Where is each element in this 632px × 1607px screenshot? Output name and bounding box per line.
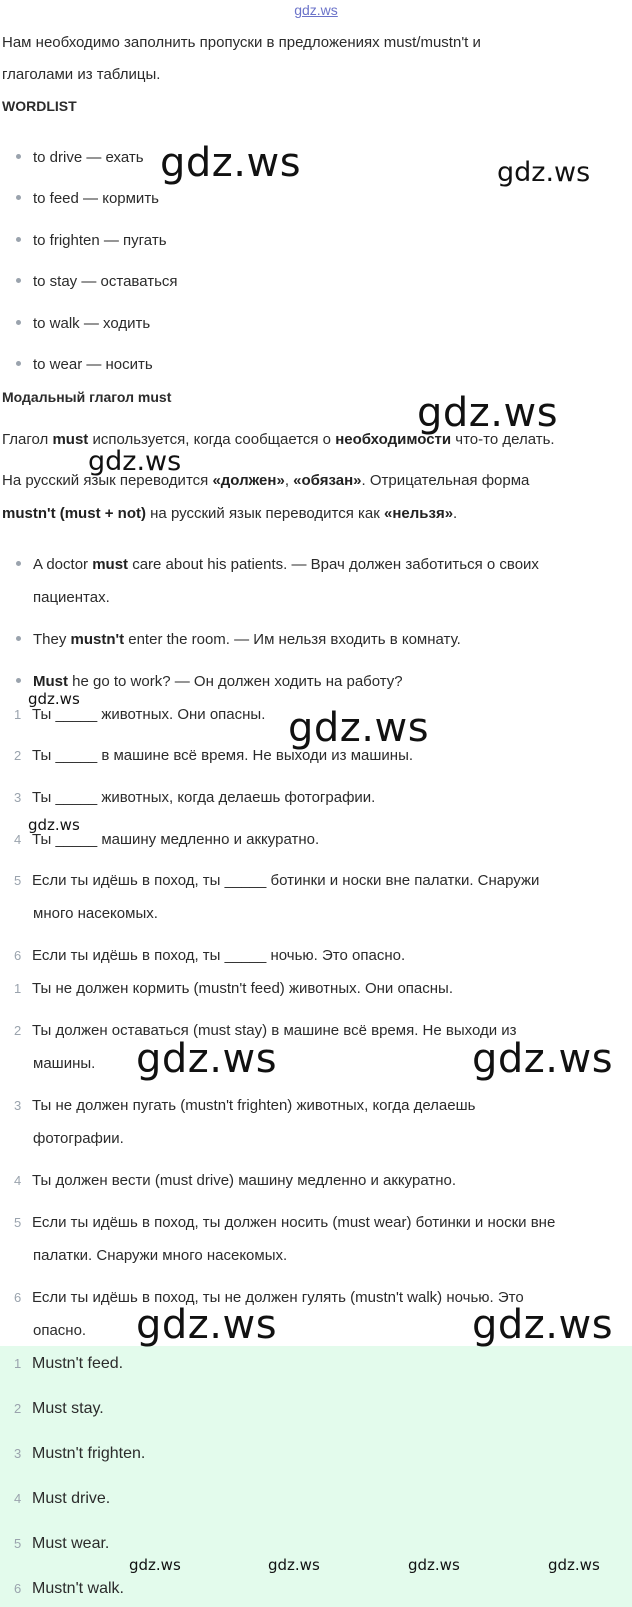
task-item: 1 Ты _____ животных. Они опасны. bbox=[14, 706, 266, 723]
wordlist-item: to drive — ехать bbox=[16, 149, 144, 166]
example-item: Must he go to work? — Он должен ходить на работу? bbox=[16, 673, 403, 690]
bullet-icon bbox=[16, 237, 21, 242]
bullet-icon bbox=[16, 561, 21, 566]
translation-item: 1 Ты не должен кормить (mustn't feed) животных. Они опасны. bbox=[14, 980, 453, 997]
wordlist-item: to feed — кормить bbox=[16, 190, 159, 207]
task-item: 4 Ты _____ машину медленно и аккуратно. bbox=[14, 831, 320, 848]
watermark: gdz.ws bbox=[129, 1556, 181, 1574]
watermark: gdz.ws bbox=[136, 1302, 278, 1348]
watermark: gdz.ws bbox=[417, 390, 559, 436]
answer-item: 6 Mustn't walk. bbox=[14, 1580, 124, 1597]
bullet-icon bbox=[16, 278, 21, 283]
task-item: 6 Если ты идёшь в поход, ты _____ ночью. Это опасно. bbox=[14, 947, 406, 964]
answer-item: 1 Mustn't feed. bbox=[14, 1355, 124, 1372]
answer-item: 2 Must stay. bbox=[14, 1400, 104, 1417]
example-item: They mustn't enter the room. — Им нельзя входить в комнату. bbox=[16, 631, 461, 648]
intro-line-2: глаголами из таблицы. bbox=[2, 66, 161, 83]
answer-item: 4 Must drive. bbox=[14, 1490, 111, 1507]
example-item-continuation: пациентах. bbox=[33, 589, 110, 606]
translation-item-continuation: фотографии. bbox=[33, 1130, 124, 1147]
watermark: gdz.ws bbox=[472, 1036, 614, 1082]
watermark: gdz.ws bbox=[160, 140, 302, 186]
bullet-icon bbox=[16, 678, 21, 683]
bullet-icon bbox=[16, 636, 21, 641]
watermark: gdz.ws bbox=[548, 1556, 600, 1574]
watermark: gdz.ws bbox=[136, 1036, 278, 1082]
translation-item: 2 Ты должен оставаться (must stay) в машине всё время. Не выходи из bbox=[14, 1022, 517, 1039]
top-watermark-link[interactable]: gdz.ws bbox=[294, 2, 338, 18]
modal-paragraph-line-3: mustn't (must + not) на русский язык переводится как «нельзя». bbox=[2, 505, 458, 522]
translation-item-continuation: машины. bbox=[33, 1055, 96, 1072]
watermark: gdz.ws bbox=[288, 705, 430, 751]
task-item: 2 Ты _____ в машине всё время. Не выходи из машины. bbox=[14, 747, 414, 764]
translation-item-continuation: палатки. Снаружи много насекомых. bbox=[33, 1247, 288, 1264]
example-item: A doctor must care about his patients. — Врач должен заботиться о своих bbox=[16, 556, 539, 573]
task-item: 3 Ты _____ животных, когда делаешь фотографии. bbox=[14, 789, 376, 806]
translation-item: 5 Если ты идёшь в поход, ты должен носить (must wear) ботинки и носки вне bbox=[14, 1214, 556, 1231]
watermark: gdz.ws bbox=[472, 1302, 614, 1348]
watermark: gdz.ws bbox=[88, 446, 182, 477]
wordlist-item: to wear — носить bbox=[16, 356, 153, 373]
bullet-icon bbox=[16, 195, 21, 200]
wordlist-heading: WORDLIST bbox=[2, 98, 77, 114]
watermark: gdz.ws bbox=[408, 1556, 460, 1574]
modal-heading: Модальный глагол must bbox=[2, 389, 172, 405]
modal-paragraph-line-1: Глагол must используется, когда сообщается о необходимости что-то делать. bbox=[2, 431, 555, 448]
answer-item: 5 Must wear. bbox=[14, 1535, 110, 1552]
translation-item: 4 Ты должен вести (must drive) машину медленно и аккуратно. bbox=[14, 1172, 456, 1189]
watermark: gdz.ws bbox=[497, 157, 591, 188]
modal-paragraph-line-2: На русский язык переводится «должен», «обязан». Отрицательная форма bbox=[2, 472, 530, 489]
task-item: 5 Если ты идёшь в поход, ты _____ ботинки и носки вне палатки. Снаружи bbox=[14, 872, 540, 889]
wordlist-item: to stay — оставаться bbox=[16, 273, 178, 290]
intro-line-1: Нам необходимо заполнить пропуски в предложениях must/mustn't и bbox=[2, 34, 481, 51]
answer-item: 3 Mustn't frighten. bbox=[14, 1445, 146, 1462]
translation-item-continuation: опасно. bbox=[33, 1322, 87, 1339]
translation-item: 3 Ты не должен пугать (mustn't frighten) животных, когда делаешь bbox=[14, 1097, 476, 1114]
watermark: gdz.ws bbox=[28, 690, 80, 708]
bullet-icon bbox=[16, 154, 21, 159]
bullet-icon bbox=[16, 361, 21, 366]
wordlist-item: to frighten — пугать bbox=[16, 232, 167, 249]
bullet-icon bbox=[16, 320, 21, 325]
watermark: gdz.ws bbox=[28, 816, 80, 834]
wordlist-item: to walk — ходить bbox=[16, 315, 150, 332]
translation-item: 6 Если ты идёшь в поход, ты не должен гулять (mustn't walk) ночью. Это bbox=[14, 1289, 524, 1306]
watermark: gdz.ws bbox=[268, 1556, 320, 1574]
task-item-continuation: много насекомых. bbox=[33, 905, 158, 922]
